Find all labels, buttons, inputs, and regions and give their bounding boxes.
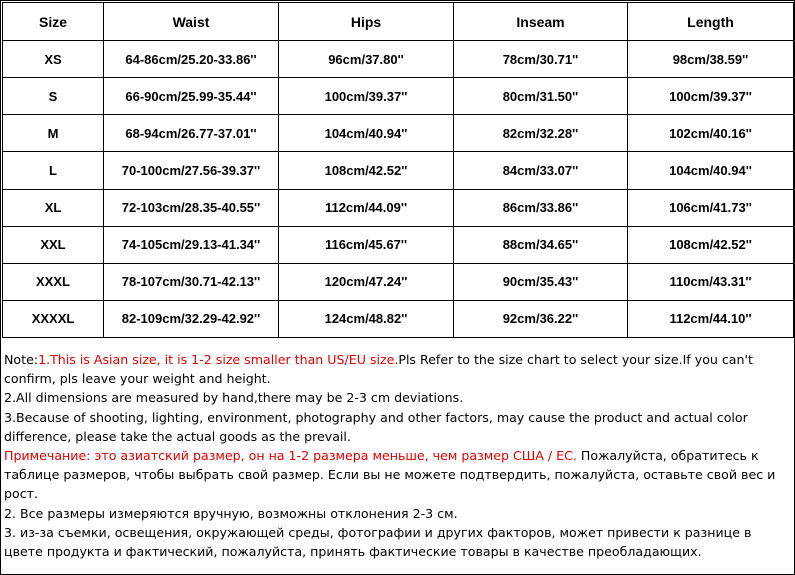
cell-waist: 64-86cm/25.20-33.86'' — [104, 41, 279, 78]
cell-hips: 116cm/45.67'' — [279, 226, 454, 263]
note-en-1-highlight: 1.This is Asian size, it is 1-2 size smaller than US/EU size. — [38, 352, 399, 367]
cell-waist: 68-94cm/26.77-37.01'' — [104, 115, 279, 152]
cell-length: 112cm/44.10'' — [628, 300, 794, 337]
note-prefix: Note: — [4, 352, 39, 367]
cell-waist: 66-90cm/25.99-35.44'' — [104, 78, 279, 115]
cell-inseam: 84cm/33.07'' — [454, 152, 628, 189]
cell-size: XXL — [3, 226, 104, 263]
note-ru-2: 2. Все размеры измеряются вручную, возможны отклонения 2-3 см. — [4, 505, 458, 521]
cell-length: 106cm/41.73'' — [628, 189, 794, 226]
cell-hips: 108cm/42.52'' — [279, 152, 454, 189]
cell-hips: 124cm/48.82'' — [279, 300, 454, 337]
cell-size: M — [3, 115, 104, 152]
note-en-1 — [4, 350, 790, 388]
cell-waist: 74-105cm/29.13-41.34'' — [104, 226, 279, 263]
cell-inseam: 82cm/32.28'' — [454, 115, 628, 152]
note-ru-3: 3. из-за съемки, освещения, окружающей среды, фотографии и других факторов, может привести к разнице в цвете продукта и фактический, пожалуйста, принять фактические товары в качестве преобладающих. — [4, 524, 752, 560]
table-row — [3, 263, 794, 300]
note-en-3: 3.Because of shooting, lighting, environment, photography and other factors, may cause the product and actual color difference, please take the actual goods as the prevail. — [4, 409, 748, 444]
cell-size: L — [3, 152, 104, 189]
cell-hips: 120cm/47.24'' — [279, 263, 454, 300]
cell-waist: 78-107cm/30.71-42.13'' — [104, 263, 279, 300]
note-en-1-text: Pls Refer to the size chart to select your size.If you can't confirm, pls leave your weight and height. — [4, 352, 753, 387]
table-row — [3, 226, 794, 263]
table-row — [3, 78, 794, 115]
table-header-row — [3, 3, 794, 41]
notes-section — [4, 350, 790, 561]
cell-inseam: 88cm/34.65'' — [454, 226, 628, 263]
cell-size: XXXL — [3, 263, 104, 300]
note-ru-1-highlight: Примечание: это азиатский размер, он на 1-2 размера меньше, чем размер США / ЕС. — [4, 448, 577, 464]
cell-length: 104cm/40.94'' — [628, 152, 794, 189]
cell-size: S — [3, 78, 104, 115]
header-length: Length — [628, 3, 794, 41]
header-inseam: Inseam — [454, 3, 628, 41]
cell-length: 100cm/39.37'' — [628, 78, 794, 115]
table-row — [3, 189, 794, 226]
header-hips: Hips — [279, 3, 454, 41]
cell-inseam: 90cm/35.43'' — [454, 263, 628, 300]
note-en-2: 2.All dimensions are measured by hand,there may be 2-3 cm deviations. — [4, 390, 464, 406]
note-ru-1 — [4, 446, 790, 504]
cell-hips: 96cm/37.80'' — [279, 41, 454, 78]
cell-length: 108cm/42.52'' — [628, 226, 794, 263]
cell-size: XL — [3, 189, 104, 226]
cell-inseam: 78cm/30.71'' — [454, 41, 628, 78]
cell-inseam: 80cm/31.50'' — [454, 78, 628, 115]
cell-size: XXXXL — [3, 300, 104, 337]
table-row — [3, 300, 794, 337]
cell-waist: 82-109cm/32.29-42.92'' — [104, 300, 279, 337]
cell-length: 98cm/38.59'' — [628, 41, 794, 78]
cell-length: 110cm/43.31'' — [628, 263, 794, 300]
cell-hips: 112cm/44.09'' — [279, 189, 454, 226]
table-row — [3, 41, 794, 78]
cell-size: XS — [3, 41, 104, 78]
cell-waist: 70-100cm/27.56-39.37'' — [104, 152, 279, 189]
size-chart-table — [2, 2, 794, 338]
cell-hips: 104cm/40.94'' — [279, 115, 454, 152]
note-ru-1-text: Пожалуйста, обратитесь к таблице размеров, чтобы выбрать свой размер. Если вы не можете подтвердить, пожалуйста, оставьте свой вес и рост. — [4, 448, 776, 502]
cell-hips: 100cm/39.37'' — [279, 78, 454, 115]
header-waist: Waist — [104, 3, 279, 41]
cell-inseam: 86cm/33.86'' — [454, 189, 628, 226]
cell-length: 102cm/40.16'' — [628, 115, 794, 152]
table-row — [3, 152, 794, 189]
cell-waist: 72-103cm/28.35-40.55'' — [104, 189, 279, 226]
header-size: Size — [3, 3, 104, 41]
cell-inseam: 92cm/36.22'' — [454, 300, 628, 337]
table-row — [3, 115, 794, 152]
